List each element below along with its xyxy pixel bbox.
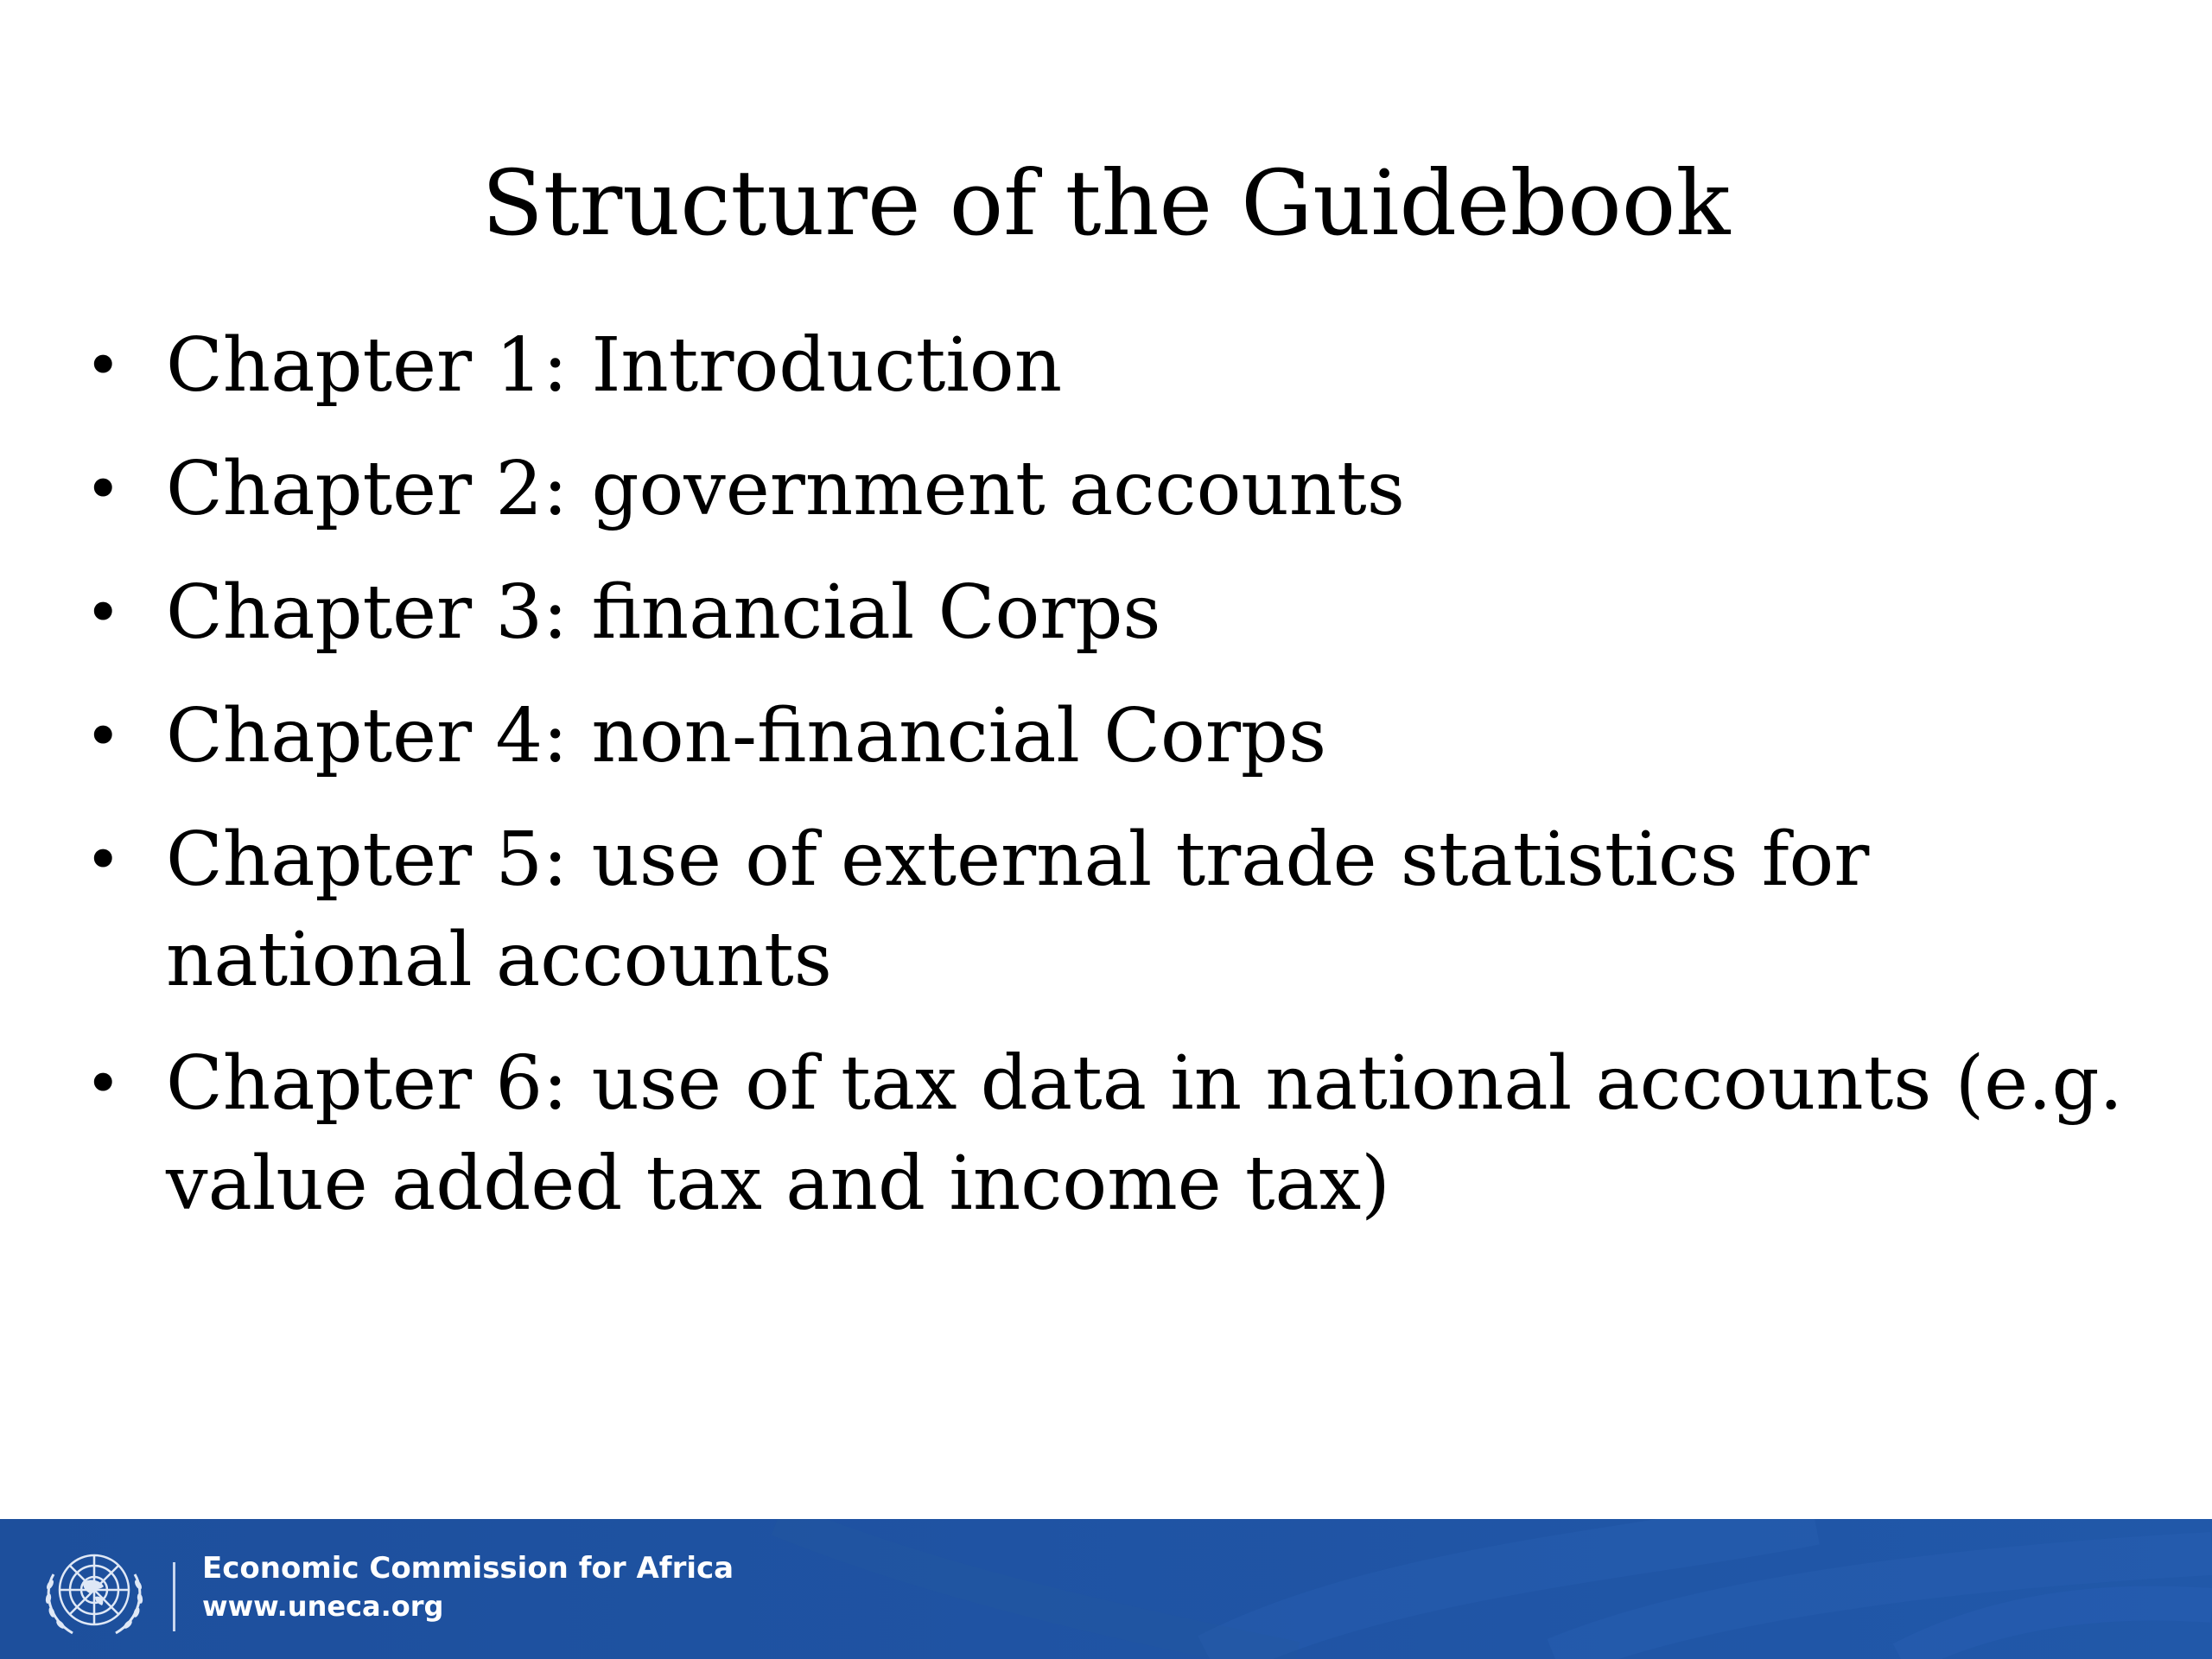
bullet-text: Chapter 6: use of tax data in national accounts (e.g. value added tax and income tax) (166, 1040, 2123, 1227)
bullet-text: Chapter 1: Introduction (166, 322, 1063, 409)
bullet-item (78, 563, 2169, 663)
bullet-list (78, 315, 2169, 1257)
bullet-item (78, 439, 2169, 539)
bullet-dot: • (85, 576, 122, 649)
bullet-text: Chapter 5: use of external trade statistics for national accounts (166, 817, 1870, 1003)
un-emblem-icon (31, 1540, 157, 1645)
bullet-item (78, 686, 2169, 786)
bullet-item (78, 315, 2169, 416)
bullet-dot: • (85, 700, 122, 772)
organization-name: Economic Commission for Africa (202, 1551, 734, 1586)
footer-bar (0, 1519, 2212, 1659)
bullet-text: Chapter 4: non-financial Corps (166, 693, 1327, 779)
bullet-dot: • (85, 1047, 122, 1120)
slide-title: Structure of the Guidebook (481, 150, 1731, 256)
bullet-text: Chapter 3: financial Corps (166, 569, 1161, 656)
website-link[interactable]: www.uneca.org (202, 1590, 444, 1623)
bullet-dot: • (85, 453, 122, 525)
bullet-item (78, 810, 2169, 1010)
bullet-item (78, 1033, 2169, 1234)
bullet-text: Chapter 2: government accounts (166, 446, 1405, 532)
bullet-dot: • (85, 329, 122, 402)
bullet-dot: • (85, 823, 122, 896)
footer-divider (173, 1562, 175, 1631)
